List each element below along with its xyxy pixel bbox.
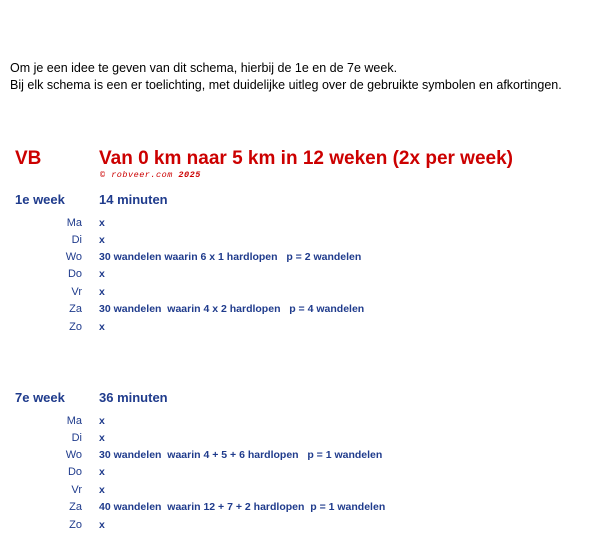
day-task: x [99, 321, 105, 333]
copyright-year: 2025 [178, 170, 201, 180]
day-row [0, 449, 600, 466]
week-minutes: 36 minuten [99, 390, 168, 405]
day-row [0, 217, 600, 234]
day-row [0, 321, 600, 338]
day-label: Zo [69, 519, 82, 531]
day-row [0, 251, 600, 268]
day-row [0, 501, 600, 518]
intro-line: Om je een idee te geven van dit schema, hierbij de 1e en de 7e week. [10, 61, 398, 75]
intro-line: Bij elk schema is een er toelichting, met duidelijke uitleg over de gebruikte symbolen en afkortingen. [10, 78, 562, 92]
day-task: 30 wandelen waarin 4 + 5 + 6 hardlopen p = 1 wandelen [99, 449, 383, 461]
day-task: x [99, 484, 105, 496]
day-label: Za [69, 501, 82, 513]
day-label: Zo [69, 321, 82, 333]
day-label: Di [71, 234, 82, 246]
day-row [0, 466, 600, 483]
day-label: Do [67, 466, 82, 478]
day-label: Ma [66, 217, 82, 229]
day-label: Wo [65, 449, 82, 461]
day-task: x [99, 415, 105, 427]
day-task: 30 wandelen waarin 6 x 1 hardlopen p = 2 wandelen [99, 251, 362, 263]
day-task: 30 wandelen waarin 4 x 2 hardlopen p = 4 wandelen [99, 303, 365, 315]
day-row [0, 519, 600, 536]
day-task: x [99, 268, 105, 280]
day-row [0, 286, 600, 303]
week-label: 1e week [15, 192, 65, 207]
schema-code: VB [15, 148, 42, 169]
day-task: x [99, 286, 105, 298]
copyright-text: © robveer.com [100, 170, 179, 180]
day-task: 40 wandelen waarin 12 + 7 + 2 hardlopen p = 1 wandelen [99, 501, 386, 513]
day-task: x [99, 217, 105, 229]
day-row [0, 484, 600, 501]
week-minutes: 14 minuten [99, 192, 168, 207]
day-row [0, 303, 600, 320]
day-task: x [99, 519, 105, 531]
day-label: Vr [71, 484, 82, 496]
day-row [0, 415, 600, 432]
day-label: Di [71, 432, 82, 444]
day-task: x [99, 432, 105, 444]
copyright-notice [100, 170, 201, 180]
day-label: Vr [71, 286, 82, 298]
day-label: Wo [65, 251, 82, 263]
day-row [0, 268, 600, 285]
day-label: Do [67, 268, 82, 280]
schema-title: Van 0 km naar 5 km in 12 weken (2x per week) [99, 148, 513, 169]
day-label: Ma [66, 415, 82, 427]
intro-text [10, 60, 562, 94]
day-task: x [99, 466, 105, 478]
week-label: 7e week [15, 390, 65, 405]
day-row [0, 234, 600, 251]
day-label: Za [69, 303, 82, 315]
day-row [0, 432, 600, 449]
day-task: x [99, 234, 105, 246]
